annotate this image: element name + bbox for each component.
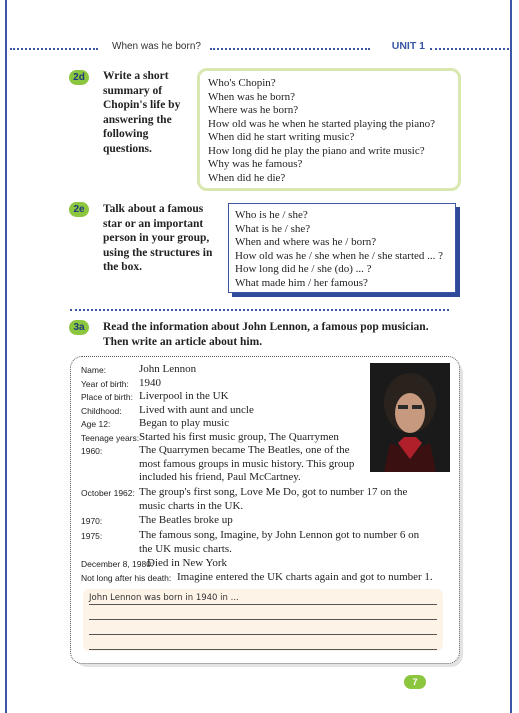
fact-value: Liverpool in the UK <box>139 390 229 402</box>
fact-label: October 1962: <box>81 488 135 498</box>
lennon-info-box <box>70 356 460 664</box>
section-divider <box>70 309 449 311</box>
fact-label: Teenage years: <box>81 432 140 443</box>
fact-label: Place of birth: <box>81 392 133 402</box>
question-line: When was he born? <box>208 90 296 103</box>
writing-line <box>89 619 437 620</box>
john-lennon-photo <box>370 363 450 472</box>
header-dotted-line-right <box>430 48 509 50</box>
page-number: 7 <box>404 675 426 689</box>
structure-line: How old was he / she when he / she started ... ? <box>235 249 444 262</box>
fact-value: music charts in the UK. <box>139 499 244 512</box>
question-line: When did he start writing music? <box>208 131 355 143</box>
structure-line: What is he / she? <box>235 222 311 235</box>
instruction-line: Read the information about John Lennon, a famous pop musician. <box>103 321 429 333</box>
fact-label: Name: <box>81 365 107 375</box>
fact-value: 1940 <box>139 376 161 389</box>
fact-value: the UK music charts. <box>139 542 232 555</box>
structures-box <box>228 203 456 293</box>
fact-value: The Quarrymen became The Beatles, one of the <box>139 444 350 456</box>
instruction-line: Then write an article about him. <box>103 335 263 348</box>
exercise-badge-3a: 3a <box>69 320 89 335</box>
header-title: When was he born? <box>112 41 201 52</box>
instruction-line: Talk about a famous <box>103 203 204 215</box>
instruction-line: Write a short <box>103 70 169 82</box>
structure-line: Who is he / she? <box>235 209 308 221</box>
fact-value: Began to play music <box>139 417 230 429</box>
header-dotted-line-mid <box>210 48 370 50</box>
writing-line <box>89 649 437 650</box>
instruction-line: using the structures in <box>103 246 213 259</box>
instruction-2e <box>103 202 212 275</box>
page-header <box>10 40 509 58</box>
question-line: How old was he when he started playing the piano? <box>208 117 435 130</box>
instruction-line: summary of <box>103 84 163 97</box>
fact-value: included his friend, Paul McCartney. <box>139 471 301 483</box>
instruction-line: the box. <box>103 261 142 273</box>
instruction-3a <box>103 320 429 349</box>
fact-label: 1970: <box>81 516 103 526</box>
writing-line <box>89 634 437 635</box>
answer-writing-area[interactable] <box>83 589 443 651</box>
fact-label: December 8, 1980: <box>81 559 154 569</box>
instruction-line: Chopin's life by <box>103 99 181 111</box>
exercise-badge-2d: 2d <box>69 70 89 85</box>
fact-label: 1975: <box>81 531 103 541</box>
fact-label: 1960: <box>81 446 103 456</box>
question-line: How long did he play the piano and write music? <box>208 144 425 157</box>
fact-label: Childhood: <box>81 405 122 416</box>
header-dotted-line-left <box>10 48 98 50</box>
fact-label: Not long after his death: <box>81 573 172 583</box>
instruction-line: person in your group, <box>103 232 210 244</box>
instruction-line: following <box>103 128 149 140</box>
fact-value: Imagine entered the UK charts again and got to number 1. <box>177 571 433 583</box>
question-line: Why was he famous? <box>208 158 303 170</box>
question-line: When did he die? <box>208 171 286 184</box>
fact-value: The Beatles broke up <box>139 514 233 526</box>
exercise-badge-2e: 2e <box>69 202 89 217</box>
question-line: Who's Chopin? <box>208 77 276 89</box>
fact-value: John Lennon <box>139 363 197 375</box>
instruction-2d <box>103 69 180 156</box>
fact-label: Year of birth: <box>81 378 129 389</box>
unit-label: UNIT 1 <box>388 40 429 52</box>
structure-line: What made him / her famous? <box>235 276 368 289</box>
question-line: Where was he born? <box>208 104 299 116</box>
structure-line: When and where was he / born? <box>235 236 377 248</box>
fact-value: most famous groups in music history. This group <box>139 457 355 470</box>
portrait-image <box>370 363 450 472</box>
structure-line: How long did he / she (do) ... ? <box>235 263 372 275</box>
fact-value: The group's first song, Love Me Do, got to number 17 on the <box>139 486 408 498</box>
instruction-line: star or an important <box>103 217 204 230</box>
writing-line <box>89 604 437 605</box>
fact-label: Age 12: <box>81 419 111 429</box>
fact-value: Started his first music group, The Quarrymen <box>139 430 339 443</box>
fact-value: Died in New York <box>147 557 228 569</box>
chopin-questions-box <box>197 68 461 191</box>
fact-value: The famous song, Imagine, by John Lennon got to number 6 on <box>139 529 420 541</box>
fact-value: Lived with aunt and uncle <box>139 403 254 416</box>
instruction-line: answering the <box>103 113 172 126</box>
instruction-line: questions. <box>103 142 152 155</box>
answer-start-text: John Lennon was born in 1940 in ... <box>89 593 239 603</box>
